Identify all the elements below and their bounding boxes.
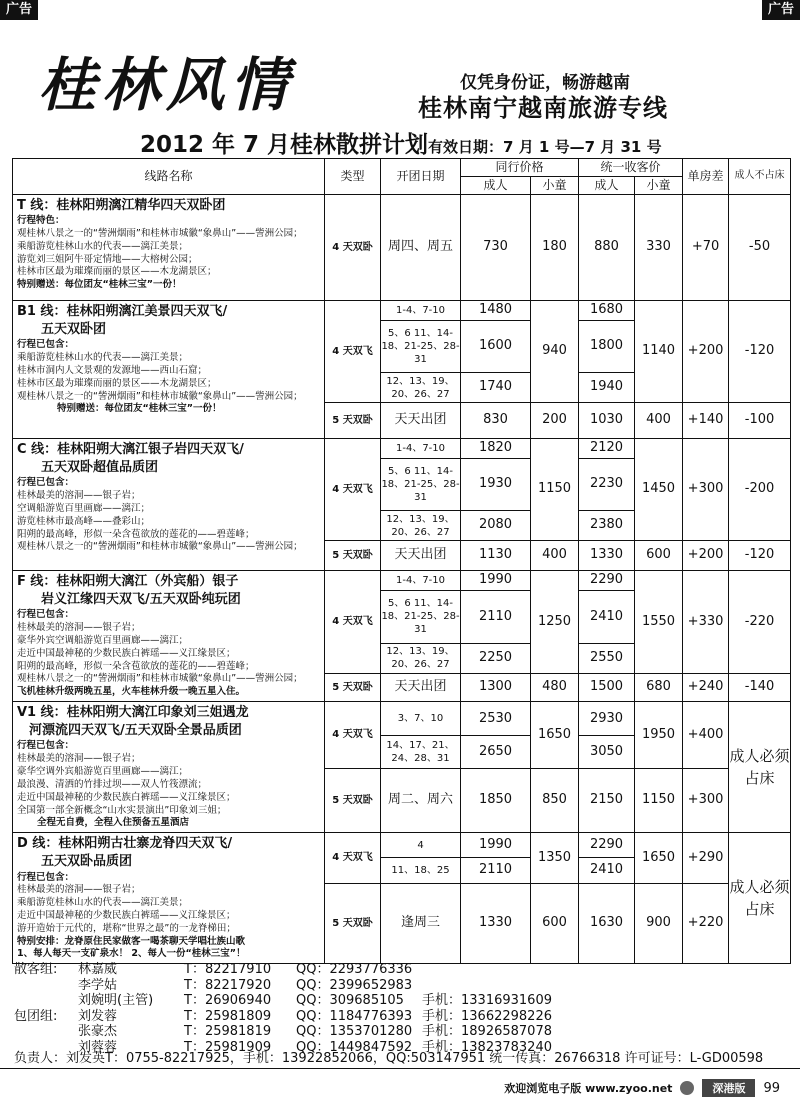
text-line: 阳朔的最高峰，形似一朵含苞欲放的莲花的——碧莲峰； bbox=[17, 660, 255, 672]
header-peer-price: 同行价格 bbox=[461, 159, 579, 177]
table-cell: 400 bbox=[635, 403, 683, 439]
table-cell: 5、6 11、14-18、21-25、28-31 bbox=[381, 321, 461, 373]
table-cell: 600 bbox=[635, 541, 683, 571]
text-line: T 线：桂林阳朔漓江精华四天双卧团 bbox=[17, 198, 226, 213]
text-line: 桂林市区最为璀璨而丽的景区——木龙湖景区； bbox=[17, 377, 217, 389]
table-cell: 330 bbox=[635, 195, 683, 301]
text-line: 阳朔的最高峰，形似一朵含苞欲放的莲花的——碧莲峰； bbox=[17, 528, 255, 540]
table-cell: 14、17、21、24、28、31 bbox=[381, 736, 461, 768]
header-peer-child: 小童 bbox=[531, 177, 579, 195]
table-cell: 4 天双飞 bbox=[325, 702, 381, 769]
manager-info: 负责人：刘发英T：0755-82217925，手机：13922852066，QQ:503147951 统一传真：26766318 许可证号：L-GD00598 bbox=[14, 1051, 764, 1066]
contacts bbox=[14, 962, 790, 1055]
text-line: 行程已包含： bbox=[17, 740, 75, 752]
table-cell: 1450 bbox=[635, 439, 683, 541]
table-cell: 1-4、7-10 bbox=[381, 439, 461, 459]
contact-field: QQ：2293776336 bbox=[296, 962, 413, 977]
footer bbox=[504, 1079, 780, 1097]
table-cell: 2110 bbox=[461, 858, 531, 883]
table-cell: 730 bbox=[461, 195, 531, 301]
header-unified-child: 小童 bbox=[635, 177, 683, 195]
table-cell: +220 bbox=[683, 883, 729, 964]
text-line: B1 线：桂林阳朔漓江美景四天双飞/ bbox=[17, 304, 228, 319]
contact-field: 李学姑 bbox=[78, 977, 118, 993]
table-cell: 1500 bbox=[579, 673, 635, 701]
table-cell: 成人必须占床 bbox=[729, 702, 791, 833]
table-cell: 1150 bbox=[635, 768, 683, 833]
table-cell: 1330 bbox=[461, 883, 531, 964]
text-line: C 线：桂林阳朔大漓江银子岩四天双飞/ bbox=[17, 442, 244, 457]
route-d-desc bbox=[13, 833, 325, 964]
table-cell: 1130 bbox=[461, 541, 531, 571]
contact-field: 手机：13316931609 bbox=[422, 993, 552, 1008]
table-cell: 11、18、25 bbox=[381, 858, 461, 883]
text-line: 河漂流四天双飞/五天双卧全景品质团 bbox=[29, 723, 242, 739]
table-cell: +70 bbox=[683, 195, 729, 301]
table-cell: 850 bbox=[531, 768, 579, 833]
table-cell: 1800 bbox=[579, 321, 635, 373]
contact-field: T：26906940 bbox=[184, 993, 272, 1008]
table-cell: 4 天双飞 bbox=[325, 301, 381, 403]
text-line: 游览桂林市最高峰——叠彩山； bbox=[17, 515, 151, 527]
table-cell: 2290 bbox=[579, 833, 635, 858]
text-line: 观桂林八景之一的“訾洲烟雨”和桂林市城徽“象鼻山”——訾洲公园； bbox=[17, 390, 303, 402]
text-line: 1、每人每天一支矿泉水！ 2、每人一份“桂林三宝”！ bbox=[17, 948, 246, 960]
contact-field: 散客组: bbox=[14, 962, 58, 977]
text-line: 特别赠送：每位团友“桂林三宝”一份！ bbox=[57, 403, 222, 415]
table-cell: 2410 bbox=[579, 858, 635, 883]
table-cell: 4 天双飞 bbox=[325, 439, 381, 541]
route-c-desc bbox=[13, 439, 325, 571]
text-line: 行程已包含： bbox=[17, 477, 75, 489]
table-cell: +400 bbox=[683, 702, 729, 769]
ad-tag-left: 广告 bbox=[0, 0, 38, 20]
text-line: F 线：桂林阳朔大漓江（外宾船）银子 bbox=[17, 574, 239, 589]
contact-row bbox=[14, 993, 790, 1009]
contact-row bbox=[14, 1024, 790, 1040]
table-cell: 400 bbox=[531, 541, 579, 571]
text-line: 行程已包含： bbox=[17, 609, 75, 621]
contact-field: 张豪杰 bbox=[78, 1024, 118, 1039]
route-t-desc bbox=[13, 195, 325, 301]
table-cell: 1480 bbox=[461, 301, 531, 321]
table-cell: +140 bbox=[683, 403, 729, 439]
table-cell: 830 bbox=[461, 403, 531, 439]
text-line: 桂林市区最为璀璨而丽的景区——木龙湖景区； bbox=[17, 266, 217, 278]
table-cell: 2150 bbox=[579, 768, 635, 833]
text-line: 全国第一部全新概念“山水实景演出”印象刘三姐； bbox=[17, 804, 227, 816]
route-line-title: 桂林南宁越南旅游专线 bbox=[418, 94, 668, 122]
header-route: 线路名称 bbox=[13, 159, 325, 195]
text-line: 游览刘三姐阿牛哥定情地——大榕树公园； bbox=[17, 253, 198, 265]
contact-field: QQ：309685105 bbox=[296, 993, 404, 1008]
contact-field: T：82217910 bbox=[184, 962, 272, 977]
price-table bbox=[12, 158, 791, 964]
table-cell: 1990 bbox=[461, 571, 531, 591]
contact-field: QQ：2399652983 bbox=[296, 977, 413, 993]
table-cell: 1-4、7-10 bbox=[381, 571, 461, 591]
table-cell: 2250 bbox=[461, 643, 531, 673]
table-cell: 5、6 11、14-18、21-25、28-31 bbox=[381, 591, 461, 643]
table-cell: 880 bbox=[579, 195, 635, 301]
contact-field: 手机：13662298226 bbox=[422, 1008, 552, 1024]
text-line: 观桂林八景之一的“訾洲烟雨”和桂林市城徽“象鼻山”——訾洲公园； bbox=[17, 228, 303, 239]
text-line: 特别赠送：每位团友“桂林三宝”一份！ bbox=[17, 279, 182, 291]
table-cell: 1140 bbox=[635, 301, 683, 403]
table-cell: 5 天双卧 bbox=[325, 883, 381, 964]
header-type: 类型 bbox=[325, 159, 381, 195]
text-line: 特别安排：龙脊原住民家做客一喝茶聊天学唱壮族山歌 bbox=[17, 935, 246, 947]
publisher-logo-icon bbox=[680, 1081, 694, 1095]
table-cell: 2230 bbox=[579, 459, 635, 511]
table-cell: 12、13、19、20、26、27 bbox=[381, 643, 461, 673]
table-cell: 周二、周六 bbox=[381, 768, 461, 833]
table-cell: 逢周三 bbox=[381, 883, 461, 964]
text-line: 空调船游览百里画廊——漓江； bbox=[17, 503, 151, 514]
table-cell: 600 bbox=[531, 883, 579, 964]
route-t-row bbox=[13, 195, 791, 301]
route-f-desc bbox=[13, 571, 325, 702]
table-cell: 200 bbox=[531, 403, 579, 439]
ad-tag-right: 广告 bbox=[762, 0, 800, 20]
contact-field: 刘婉明(主管) bbox=[78, 993, 154, 1008]
text-line: 岩义江缘四天双飞/五天双卧纯玩团 bbox=[41, 592, 241, 608]
table-cell: 2550 bbox=[579, 643, 635, 673]
table-cell: 480 bbox=[531, 673, 579, 701]
table-cell: 12、13、19、20、26、27 bbox=[381, 511, 461, 541]
text-line: 桂林最美的溶洞——银子岩； bbox=[17, 753, 141, 765]
contact-row bbox=[14, 978, 790, 994]
table-cell: -100 bbox=[729, 403, 791, 439]
text-line: 飞机桂林升级两晚五星，火车桂林升级一晚五星入住。 bbox=[17, 686, 246, 698]
table-cell: 1250 bbox=[531, 571, 579, 674]
contact-field bbox=[422, 978, 622, 994]
table-cell: 1650 bbox=[531, 702, 579, 769]
contact-field: T：25981819 bbox=[184, 1024, 272, 1039]
header-unified-price: 统一收客价 bbox=[579, 159, 683, 177]
text-line: 观桂林八景之一的“訾洲烟雨”和桂林市城徽“象鼻山”——訾洲公园； bbox=[17, 673, 303, 685]
table-cell: +290 bbox=[683, 833, 729, 884]
table-cell: 4 天双飞 bbox=[325, 833, 381, 884]
text-line: 五天双卧团 bbox=[41, 322, 107, 338]
table-cell: 1950 bbox=[635, 702, 683, 769]
table-cell: 2120 bbox=[579, 439, 635, 459]
table-cell: 2530 bbox=[461, 702, 531, 736]
table-cell: 2080 bbox=[461, 511, 531, 541]
table-cell: 680 bbox=[635, 673, 683, 701]
table-cell: +200 bbox=[683, 541, 729, 571]
table-cell: 3、7、10 bbox=[381, 702, 461, 736]
table-cell: 1300 bbox=[461, 673, 531, 701]
table-cell: 2290 bbox=[579, 571, 635, 591]
header-date: 开团日期 bbox=[381, 159, 461, 195]
footer-text: 欢迎浏览电子版 www.zyoo.net bbox=[504, 1082, 673, 1095]
text-line: V1 线：桂林阳朔大漓江印象刘三姐遇龙 bbox=[17, 705, 249, 721]
page-number: 99 bbox=[763, 1080, 780, 1096]
contact-field: QQ：1449847592 bbox=[296, 1039, 413, 1055]
contact-field: T：25981809 bbox=[184, 1008, 272, 1024]
text-line: 走近中国最神秘的少数民族白裤瑶——义江缘景区； bbox=[17, 647, 236, 659]
text-line: 走近中国最神秘的少数民族白裤瑶——义江缘景区； bbox=[17, 791, 236, 803]
text-line: 桂林最美的溶洞——银子岩； bbox=[17, 622, 141, 634]
table-cell: 1330 bbox=[579, 541, 635, 571]
route-v1-desc bbox=[13, 702, 325, 833]
text-line: 豪华空调外宾船游览百里画廊——漓江； bbox=[17, 766, 189, 778]
table-cell: 5 天双卧 bbox=[325, 673, 381, 701]
table-cell: 1940 bbox=[579, 373, 635, 403]
table-cell: 900 bbox=[635, 883, 683, 964]
contact-field bbox=[14, 978, 78, 994]
table-cell: 5 天双卧 bbox=[325, 768, 381, 833]
text-line: 全程无自费，全程入住预备五星酒店 bbox=[37, 817, 190, 829]
text-line: 桂林最美的溶洞——银子岩； bbox=[17, 884, 141, 896]
table-cell: 1850 bbox=[461, 768, 531, 833]
table-cell: -120 bbox=[729, 541, 791, 571]
header-single-room: 单房差 bbox=[683, 159, 729, 195]
text-line: 行程已包含： bbox=[17, 339, 75, 351]
table-cell: 2930 bbox=[579, 702, 635, 736]
divider bbox=[0, 1068, 800, 1069]
table-cell: 1350 bbox=[531, 833, 579, 884]
contact-field: QQ：1184776393 bbox=[296, 1008, 413, 1024]
contact-field: 刘发蓉 bbox=[78, 1008, 118, 1024]
table-cell: +300 bbox=[683, 439, 729, 541]
header-unified-adult: 成人 bbox=[579, 177, 635, 195]
brand-title: 桂林风情 bbox=[38, 51, 295, 119]
table-cell: +300 bbox=[683, 768, 729, 833]
contact-field: T：82217920 bbox=[184, 977, 272, 993]
table-cell: 成人必须占床 bbox=[729, 833, 791, 964]
table-cell: 天天出团 bbox=[381, 673, 461, 701]
text-line: 乘船游览桂林山水的代表——漓江美景； bbox=[17, 897, 189, 909]
table-cell: -220 bbox=[729, 571, 791, 674]
text-line: 观桂林八景之一的“訾洲烟雨”和桂林市城徽“象鼻山”——訾洲公园； bbox=[17, 541, 303, 553]
table-cell: -140 bbox=[729, 673, 791, 701]
header-no-bed: 成人不占床 bbox=[729, 159, 791, 195]
text-line: 行程已包含： bbox=[17, 871, 75, 883]
table-cell: 3050 bbox=[579, 736, 635, 768]
contact-field bbox=[422, 962, 622, 978]
table-cell: +330 bbox=[683, 571, 729, 674]
table-cell: -120 bbox=[729, 301, 791, 403]
table-cell: 2650 bbox=[461, 736, 531, 768]
table-cell: 12、13、19、20、26、27 bbox=[381, 373, 461, 403]
table-cell: 1-4、7-10 bbox=[381, 301, 461, 321]
table-cell: +200 bbox=[683, 301, 729, 403]
table-cell: +240 bbox=[683, 673, 729, 701]
table-cell: 5 天双卧 bbox=[325, 541, 381, 571]
text-line: 五天双卧品质团 bbox=[41, 854, 133, 870]
table-cell: 1630 bbox=[579, 883, 635, 964]
text-line: 乘船游览桂林山水的代表——漓江美景； bbox=[17, 240, 189, 252]
text-line: 最浪漫、清洒的竹排过坝——双人竹筏漂流； bbox=[17, 778, 208, 790]
table-cell: 1740 bbox=[461, 373, 531, 403]
table-cell: 1550 bbox=[635, 571, 683, 674]
table-cell: 4 bbox=[381, 833, 461, 858]
contact-row bbox=[14, 962, 790, 978]
edition-badge: 深港版 bbox=[702, 1079, 755, 1097]
text-line: 行程特色： bbox=[17, 215, 65, 227]
text-line: 乘船游览桂林山水的代表——漓江美景； bbox=[17, 352, 189, 364]
contact-row bbox=[14, 1009, 790, 1025]
table-cell: 天天出团 bbox=[381, 541, 461, 571]
contact-field bbox=[14, 1024, 78, 1040]
table-cell: 5 天双卧 bbox=[325, 403, 381, 439]
table-cell: 1600 bbox=[461, 321, 531, 373]
contact-field: 林嘉威 bbox=[78, 962, 118, 977]
table-cell: 1650 bbox=[635, 833, 683, 884]
table-cell: 1990 bbox=[461, 833, 531, 858]
contact-field bbox=[14, 993, 78, 1009]
table-cell: 2110 bbox=[461, 591, 531, 643]
table-cell: 4 天双飞 bbox=[325, 571, 381, 674]
table-cell: 4 天双卧 bbox=[325, 195, 381, 301]
text-line: 五天双卧超值品质团 bbox=[41, 460, 159, 476]
header-peer-adult: 成人 bbox=[461, 177, 531, 195]
table-cell: -50 bbox=[729, 195, 791, 301]
text-line: D 线：桂林阳朔古壮寨龙脊四天双飞/ bbox=[17, 836, 233, 852]
table-cell: 1820 bbox=[461, 439, 531, 459]
text-line: 桂林市洞内人文景观的发源地——西山石窟； bbox=[17, 365, 208, 376]
table-cell: 1150 bbox=[531, 439, 579, 541]
contact-field: T：25981909 bbox=[184, 1039, 272, 1055]
table-cell: 5、6 11、14-18、21-25、28-31 bbox=[381, 459, 461, 511]
text-line: 游开造始于元代的，堪称“世界之最”的一龙脊梯田； bbox=[17, 922, 236, 934]
table-cell: 180 bbox=[531, 195, 579, 301]
contact-field: 手机：18926587078 bbox=[422, 1024, 552, 1039]
table-cell: 1930 bbox=[461, 459, 531, 511]
text-line: 2012 年 7 月桂林散拼计划 bbox=[140, 132, 429, 158]
route-b1-desc bbox=[13, 301, 325, 439]
plan-heading bbox=[140, 126, 662, 159]
table-cell: 940 bbox=[531, 301, 579, 403]
text-line: 走近中国最神秘的少数民族白裤瑶——义江缘景区； bbox=[17, 909, 236, 921]
validity: 有效日期：7 月 1 号—7 月 31 号 bbox=[428, 138, 662, 156]
table-cell: 1680 bbox=[579, 301, 635, 321]
text-line: 桂林最美的溶洞——银子岩； bbox=[17, 490, 141, 502]
table-cell: 2380 bbox=[579, 511, 635, 541]
text-line: 豪华外宾空调船游览百里画廊——漓江； bbox=[17, 635, 189, 646]
table-cell: 2410 bbox=[579, 591, 635, 643]
contact-field: 刘蓉蓉 bbox=[78, 1039, 118, 1055]
slogan: 仅凭身份证，畅游越南 bbox=[460, 73, 630, 93]
contact-field: 手机：13823783240 bbox=[422, 1039, 552, 1055]
contact-field: QQ：1353701280 bbox=[296, 1024, 413, 1039]
table-cell: 1030 bbox=[579, 403, 635, 439]
table-cell: -200 bbox=[729, 439, 791, 541]
table-cell: 天天出团 bbox=[381, 403, 461, 439]
contact-field: 包团组: bbox=[14, 1008, 58, 1024]
table-cell: 周四、周五 bbox=[381, 195, 461, 301]
